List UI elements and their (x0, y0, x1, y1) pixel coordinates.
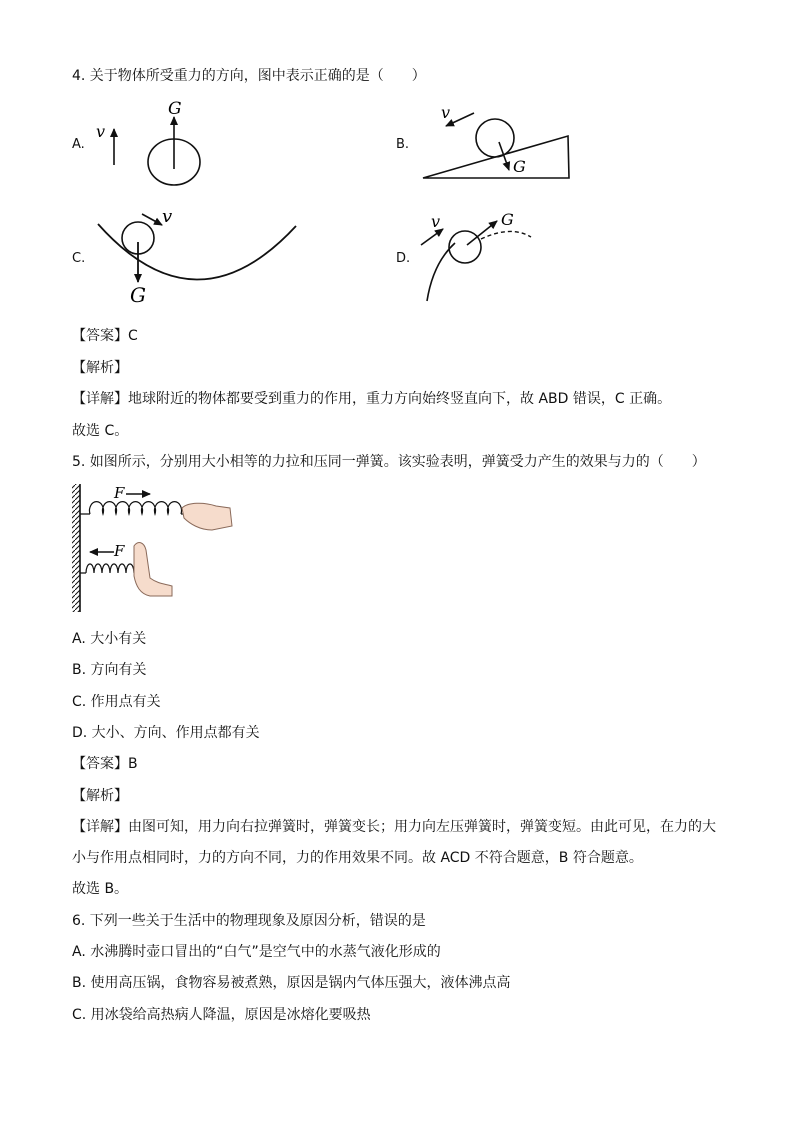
spring-stretched (80, 502, 182, 514)
q4-figure-c (90, 198, 310, 308)
tangent-dashed-d (481, 231, 531, 239)
velocity-label-a: v (96, 122, 106, 141)
q5-detail-line-1: 【详解】由图可知，用力向右拉弹簧时，弹簧变长；用力向左压弹簧时，弹簧变短。由此可见，在力的大 (72, 819, 716, 835)
q4-detail: 【详解】地球附近的物体都要受到重力的作用，重力方向始终竖直向下，故 ABD 错误，C 正确。 (72, 391, 672, 407)
q5-analysis-heading: 【解析】 (72, 788, 128, 804)
q5-conclusion: 故选 B。 (72, 881, 129, 897)
q4-figure-b (415, 98, 585, 186)
gravity-label-c: G (130, 283, 146, 307)
q4-figure-d (415, 205, 545, 310)
pushing-hand (134, 543, 172, 596)
gravity-label-a: G (168, 99, 182, 119)
q5-answer: 【答案】B (72, 756, 138, 772)
trajectory-d (427, 243, 455, 301)
q4-option-a-label: A. (72, 137, 85, 152)
velocity-arrow-d (421, 229, 443, 245)
pull-force-label: F (114, 484, 125, 502)
velocity-label-c: v (162, 206, 173, 227)
q4-figure-a (90, 95, 220, 195)
q5-stem: 5. 如图所示，分别用大小相等的力拉和压同一弹簧。该实验表明，弹簧受力产生的效果与力的（ ） (72, 454, 706, 470)
q6-option-c: C. 用冰袋给高热病人降温，原因是冰熔化要吸热 (72, 1007, 371, 1023)
pulling-hand (182, 503, 232, 530)
q5-option-b: B. 方向有关 (72, 662, 147, 678)
gravity-label-d: G (501, 210, 514, 229)
q6-option-b: B. 使用高压锅，食物容易被煮熟，原因是锅内气体压强大，液体沸点高 (72, 975, 511, 991)
push-force-label: F (114, 542, 125, 560)
spring-compressed (80, 564, 134, 573)
ball-d (449, 231, 481, 263)
q5-option-c: C. 作用点有关 (72, 694, 161, 710)
q4-stem: 4. 关于物体所受重力的方向，图中表示正确的是（ ） (72, 68, 426, 84)
q5-spring-figure (70, 480, 240, 615)
ball-b (476, 119, 514, 157)
q6-option-a: A. 水沸腾时壶口冒出的“白气”是空气中的水蒸气液化形成的 (72, 944, 441, 960)
q5-option-a: A. 大小有关 (72, 631, 147, 647)
q4-option-b-label: B. (396, 137, 410, 152)
track-c (98, 224, 296, 280)
q6-stem: 6. 下列一些关于生活中的物理现象及原因分析，错误的是 (72, 913, 426, 929)
wall-hatching (72, 484, 80, 612)
velocity-arrow-b (446, 113, 474, 126)
q5-detail-line-2: 小与作用点相同时，力的方向不同，力的作用效果不同。故 ACD 不符合题意，B 符合题意。 (72, 850, 643, 866)
q4-option-d-label: D. (396, 251, 411, 266)
q5-option-d: D. 大小、方向、作用点都有关 (72, 725, 260, 741)
q4-analysis-heading: 【解析】 (72, 360, 128, 376)
gravity-label-b: G (513, 157, 526, 176)
velocity-label-d: v (431, 212, 441, 231)
q4-conclusion: 故选 C。 (72, 423, 129, 439)
velocity-label-b: v (441, 103, 451, 122)
q4-answer: 【答案】C (72, 328, 138, 344)
q4-option-c-label: C. (72, 251, 86, 266)
